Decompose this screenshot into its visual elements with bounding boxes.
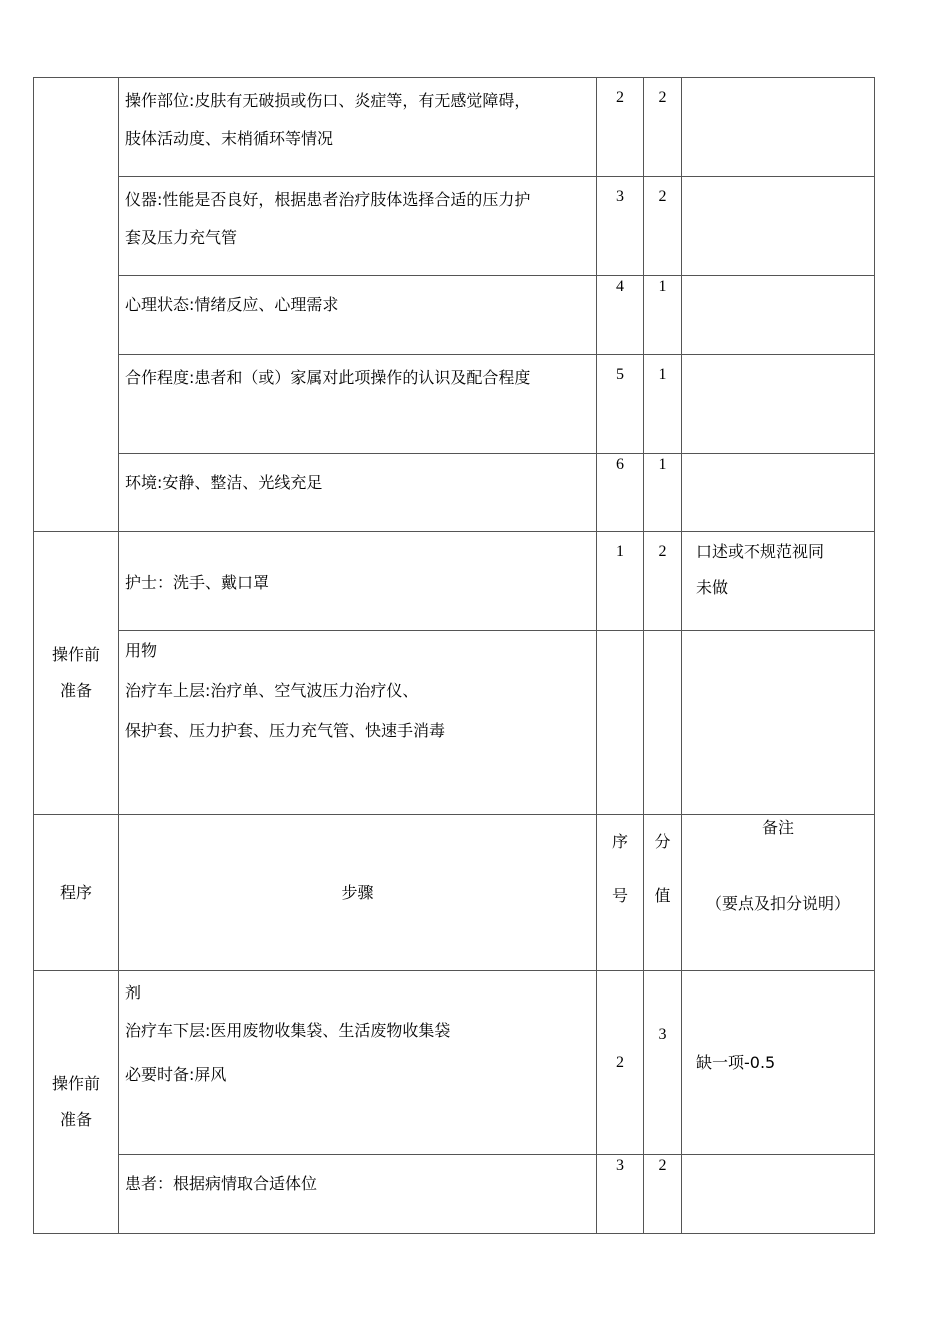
step-line: 治疗车下层:医用废物收集袋、生活废物收集袋 <box>125 1021 451 1040</box>
header-score: 分 值 <box>644 815 682 971</box>
step-line: 环境:安静、整洁、光线充足 <box>125 473 323 492</box>
seq-value: 4 <box>616 278 624 295</box>
procedure-label: 准备 <box>59 1110 92 1129</box>
table-row <box>34 355 875 454</box>
header-step: 步骤 <box>119 815 597 971</box>
procedure-label: 操作前 <box>51 1074 100 1093</box>
note-cell <box>682 78 875 177</box>
procedure-cell-blank <box>34 78 119 532</box>
score-cell <box>644 532 682 631</box>
note-cell <box>682 1155 875 1234</box>
score-cell <box>644 276 682 355</box>
score-cell <box>644 177 682 276</box>
note-cell <box>682 177 875 276</box>
score-value: 1 <box>658 366 667 383</box>
score-cell <box>644 454 682 532</box>
procedure-cell <box>34 532 119 815</box>
step-cell <box>119 971 597 1155</box>
note-cell <box>682 355 875 454</box>
score-value: 1 <box>658 278 667 295</box>
note-cell <box>682 971 875 1155</box>
seq-value: 5 <box>616 366 624 383</box>
table-row <box>34 532 875 631</box>
procedure-label: 操作前 <box>51 645 100 664</box>
seq-value: 2 <box>616 89 624 106</box>
procedure-cell <box>34 971 119 1234</box>
table-header-row <box>34 815 875 971</box>
score-value: 2 <box>658 543 667 560</box>
score-value: 2 <box>658 89 667 106</box>
table-row <box>34 177 875 276</box>
note-cell <box>682 454 875 532</box>
seq-cell <box>597 355 644 454</box>
step-cell <box>119 1155 597 1234</box>
step-line: 合作程度:患者和（或）家属对此项操作的认识及配合程度 <box>125 368 531 387</box>
step-line: 心理状态:情绪反应、心理需求 <box>125 295 339 314</box>
step-line: 仪器:性能是否良好，根据患者治疗肢体选择合适的压力护 <box>125 190 531 209</box>
seq-value: 1 <box>616 543 624 560</box>
step-cell <box>119 631 597 815</box>
step-line: 护士：洗手、戴口罩 <box>125 573 270 592</box>
seq-cell <box>597 971 644 1155</box>
note-cell <box>682 276 875 355</box>
seq-cell <box>597 78 644 177</box>
table-row <box>34 276 875 355</box>
score-value: 2 <box>658 1157 667 1174</box>
table-row <box>34 78 875 177</box>
table-row <box>34 1155 875 1234</box>
step-line: 套及压力充气管 <box>125 228 238 247</box>
score-cell <box>644 78 682 177</box>
step-cell <box>119 78 597 177</box>
seq-value: 2 <box>616 1053 624 1071</box>
step-line: 肢体活动度、末梢循环等情况 <box>125 129 334 148</box>
seq-cell <box>597 532 644 631</box>
table-row <box>34 454 875 532</box>
header-procedure: 程序 <box>34 815 119 971</box>
seq-cell <box>597 276 644 355</box>
step-line: 用物 <box>125 641 158 660</box>
score-cell <box>644 355 682 454</box>
table-row <box>34 971 875 1155</box>
step-cell <box>119 454 597 532</box>
seq-value: 6 <box>616 456 624 473</box>
header-seq: 序 号 <box>597 815 644 971</box>
step-line: 治疗车上层:治疗单、空气波压力治疗仪、 <box>125 681 419 700</box>
seq-cell <box>597 1155 644 1234</box>
score-cell <box>644 631 682 815</box>
procedure-label: 准备 <box>59 681 92 700</box>
step-line: 操作部位:皮肤有无破损或伤口、炎症等，有无感觉障碍， <box>125 91 531 110</box>
step-line: 剂 <box>125 983 142 1002</box>
procedure-scoring-table <box>33 77 875 1234</box>
score-cell <box>644 971 682 1155</box>
note-line: 口述或不规范视同 <box>696 542 825 561</box>
note-cell <box>682 532 875 631</box>
score-value: 1 <box>658 456 667 473</box>
seq-cell <box>597 631 644 815</box>
note-line: 缺一项-0.5 <box>696 1052 776 1072</box>
step-cell <box>119 532 597 631</box>
seq-value: 3 <box>616 1157 624 1174</box>
seq-cell <box>597 177 644 276</box>
score-value: 3 <box>658 1026 667 1043</box>
score-cell <box>644 1155 682 1234</box>
step-cell <box>119 177 597 276</box>
step-line: 必要时备:屏风 <box>125 1065 227 1084</box>
table-row <box>34 631 875 815</box>
score-value: 2 <box>658 188 667 205</box>
note-line: 未做 <box>696 578 729 597</box>
step-cell <box>119 276 597 355</box>
step-line: 患者：根据病情取合适体位 <box>125 1174 318 1193</box>
note-cell <box>682 631 875 815</box>
header-note: 备注 （要点及扣分说明） <box>682 815 875 971</box>
step-cell <box>119 355 597 454</box>
step-line: 保护套、压力护套、压力充气管、快速手消毒 <box>125 721 446 740</box>
seq-value: 3 <box>616 188 624 205</box>
seq-cell <box>597 454 644 532</box>
